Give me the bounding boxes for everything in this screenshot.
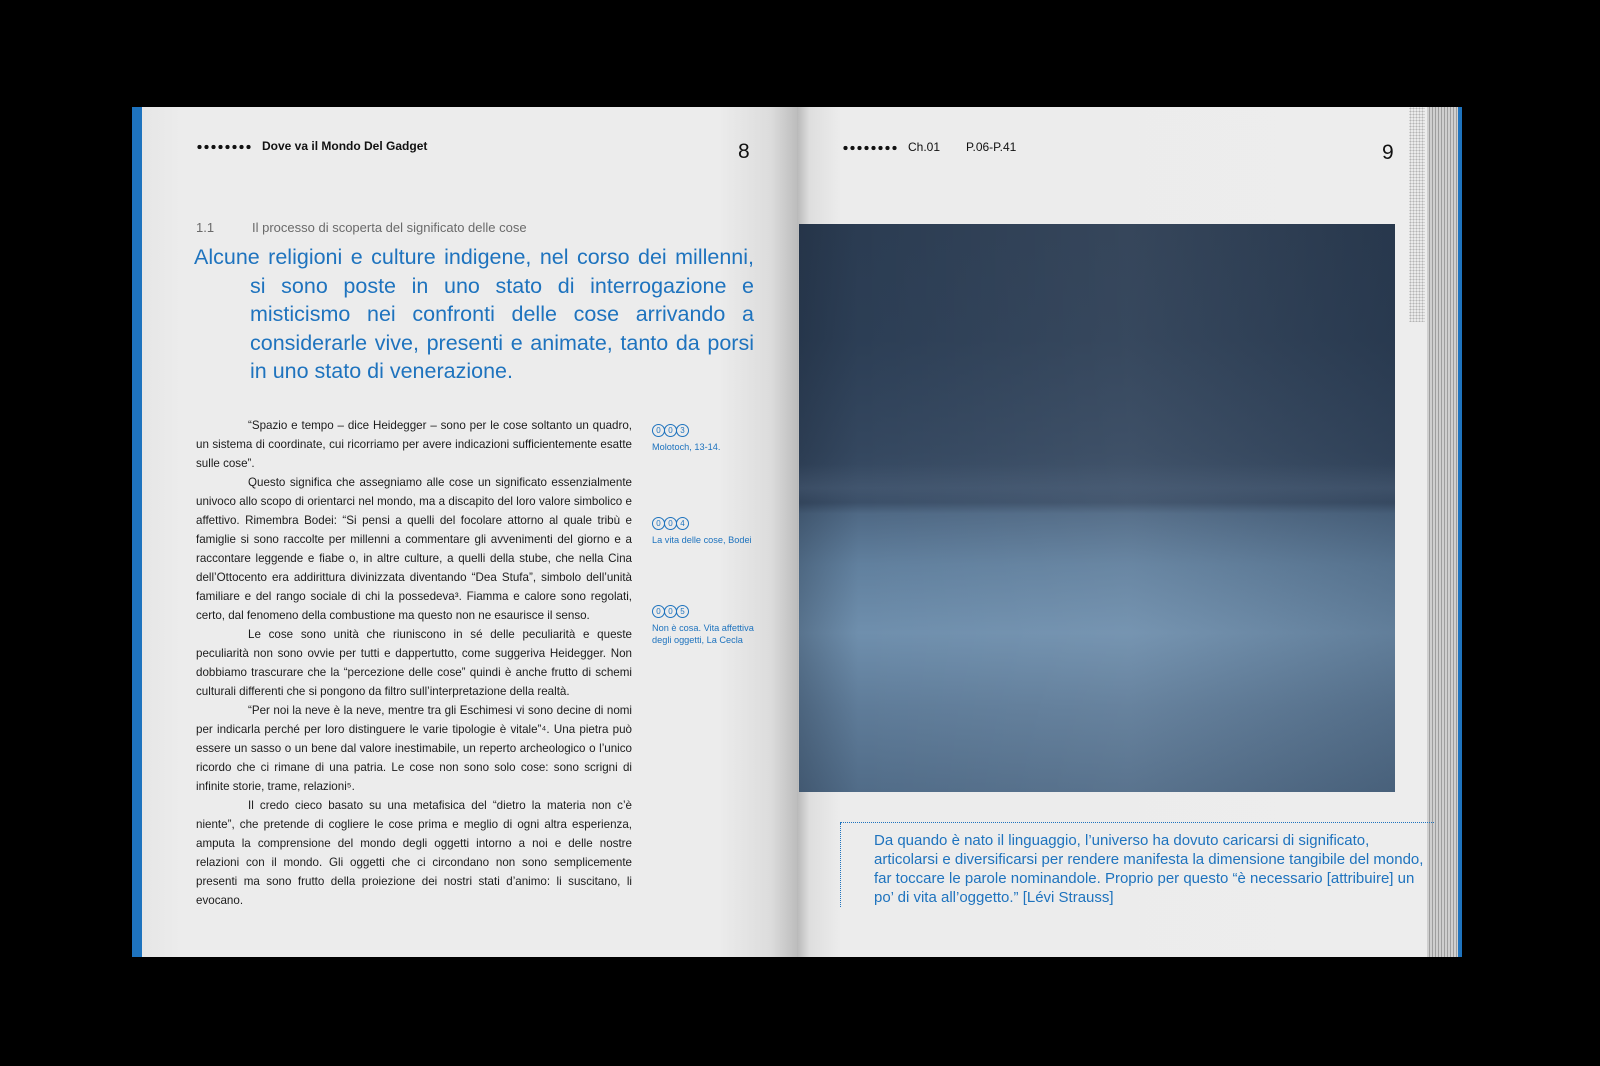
- dotted-tab-marker: [1409, 107, 1425, 322]
- body-paragraph: Il credo cieco basato su una metafisica del “dietro la materia non c’è niente”, che pretende di cogliere le cose prima e meglio di ogni altra esperienza, amputa la comprensione del mondo degli oggetti intorno a noi e delle nostre relazioni con il mondo. Gli oggetti che ci circondano non sono semplicemente presenti ma sono frutto della proiezione dei nostri stati d’animo: li suscitano, li evocano.: [196, 799, 632, 907]
- lead-text: Alcune religioni e culture indigene, nel corso dei millenni, si sono poste in uno stato di interrogazione e misticismo nei confronti delle cose arrivando a considerarle vive, presenti e animate, tanto da porsi in uno stato di venerazione.: [194, 245, 754, 383]
- blurred-seascape-photo: [799, 224, 1395, 792]
- chapter-label: Ch.01: [908, 140, 941, 154]
- section-number: 1.1: [196, 220, 215, 235]
- body-paragraph: Questo significa che assegniamo alle cose un significato essenzialmente univoco allo scopo di orientarci nel mondo, ma a discapito del loro valore simbolico e affettivo. Rimembra Bodei: “Si pensi a quelli del focolare attorno al quale tribù e famiglie si sono raccolte per millenni a commentare gli avvenimenti del giorno e a raccontare leggende e fiabe o, in altre culture, a quelli della stube, che nella Cina dell’Ottocento era addirittura divinizzata diventando “Dea Stufa”, simbolo dell’unità familiare e del rango sociale di chi la possedeva³. Fiamma e calore sono regolati, certo, dal fenomeno della combustione ma questo non ne esaurisce il senso.: [196, 476, 632, 622]
- note-digit: 0: [664, 517, 677, 530]
- note-number: [652, 517, 762, 530]
- note-digit: 0: [664, 424, 677, 437]
- body-text: [196, 416, 632, 910]
- quote-text: Da quando è nato il linguaggio, l’universo ha dovuto caricarsi di significato, articolarsi e diversificarsi per rendere manifesta la dimensione tangibile del mondo, far toccare le parole nominandole. Proprio per questo “è necessario [attribuire] un po’ di vita all’oggetto.” [Lévi Strauss]: [874, 832, 1424, 906]
- note-digit: 0: [664, 605, 677, 618]
- photo-horizon-band: [799, 464, 1395, 504]
- side-note: [652, 605, 762, 646]
- body-paragraph: Le cose sono unità che riuniscono in sé delle peculiarità e queste peculiarità non sono ovvie per tutti e dappertutto, come suggeriva Heidegger. Non dobbiamo trascurare che la “percezione delle cose” quindi è anche frutto di schemi culturali differenti che si pongono da filtro sull’interpretazione della realtà.: [196, 628, 632, 698]
- note-number: [652, 605, 762, 618]
- running-head-title: Dove va il Mondo Del Gadget: [262, 139, 428, 153]
- section-label: [196, 220, 527, 235]
- dots-ornament-icon: [196, 144, 252, 150]
- note-digit: 0: [652, 517, 665, 530]
- pull-quote: [840, 822, 1434, 907]
- note-text: La vita delle cose, Bodei: [652, 535, 752, 545]
- folio-left: 8: [738, 140, 750, 163]
- running-head-left: [196, 139, 427, 153]
- note-text: Molotoch, 13-14.: [652, 442, 721, 452]
- folio-right: 9: [1382, 141, 1394, 164]
- note-digit: 0: [652, 605, 665, 618]
- book-cover-edge-right: [1458, 107, 1462, 957]
- dots-ornament-icon: [842, 145, 898, 151]
- running-head-right: [842, 140, 1016, 154]
- body-paragraph: “Per noi la neve è la neve, mentre tra gli Eschimesi vi sono decine di nomi per indicarla perché per loro distinguere le varie tipologie è vitale”⁴. Una pietra può essere un sasso o un bene dal valore inestimabile, un reperto archeologico o l’unico ricordo che ci rimane di una patria. Le cose non sono solo cose: sono scrigni di infinite storie, trame, relazioni⁵.: [196, 704, 632, 793]
- side-note: [652, 424, 762, 454]
- note-digit: 4: [676, 517, 689, 530]
- side-note: [652, 517, 762, 547]
- quote-rule: [840, 823, 841, 907]
- note-digit: 0: [652, 424, 665, 437]
- note-number: [652, 424, 762, 437]
- note-digit: 5: [676, 605, 689, 618]
- section-title: Il processo di scoperta del significato delle cose: [252, 220, 527, 235]
- note-text: Non è cosa. Vita affettiva degli oggetti, La Cecla: [652, 623, 754, 645]
- photo-shading: [799, 224, 1395, 792]
- body-paragraph: “Spazio e tempo – dice Heidegger – sono per le cose soltanto un quadro, un sistema di coordinate, cui ricorriamo per avere indicazioni sufficientemente esatte sulle cose”.: [196, 419, 632, 470]
- note-digit: 3: [676, 424, 689, 437]
- page-range-label: P.06-P.41: [966, 140, 1017, 154]
- lead-paragraph: [194, 243, 754, 386]
